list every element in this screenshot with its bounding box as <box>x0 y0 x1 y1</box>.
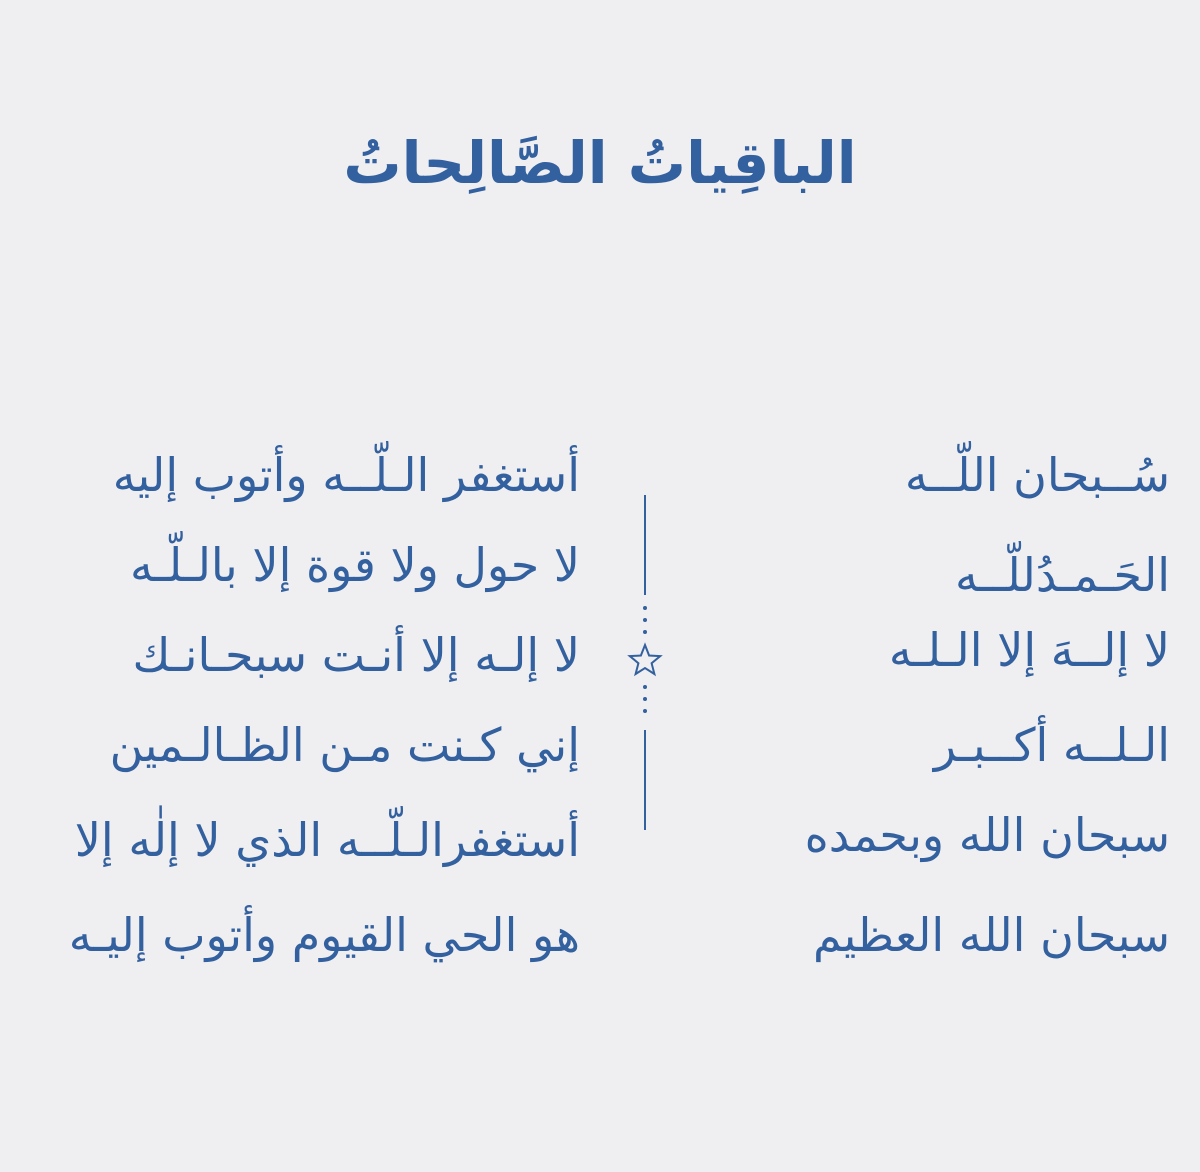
dhikr-line: لا إلــهَ إلا الـلـه <box>888 623 1170 677</box>
divider-dot <box>643 709 647 713</box>
divider-graphic <box>610 495 680 830</box>
dhikr-line: سبحان الله وبحمده <box>804 808 1170 862</box>
dhikr-line: إني كـنت مـن الظـالـمين <box>109 718 580 772</box>
column-divider <box>610 495 680 830</box>
divider-dot <box>643 618 647 622</box>
dhikr-line: الحَـمـدُللّــه <box>954 548 1170 602</box>
dhikr-line: أستغفر الـلّــه وأتوب إليه <box>112 448 580 502</box>
page-title: الباقِياتُ الصَّالِحاتُ <box>343 129 857 197</box>
star-outline-icon <box>630 645 660 674</box>
dhikr-line: سُــبحان اللّــه <box>904 448 1170 502</box>
divider-dot <box>643 685 647 689</box>
divider-dot <box>643 697 647 701</box>
divider-dot <box>643 606 647 610</box>
dhikr-line: لا حول ولا قوة إلا بالـلّـه <box>130 538 580 592</box>
dhikr-line: الـلــه أكــبـر <box>933 718 1170 772</box>
divider-dot <box>643 630 647 634</box>
dhikr-line: لا إلـه إلا أنـت سبحـانـك <box>132 628 580 682</box>
dhikr-line: سبحان الله العظيم <box>812 908 1170 962</box>
dhikr-line: أستغفرالـلّــه الذي لا إلٰه إلا <box>74 813 580 867</box>
dhikr-line: هو الحي القيوم وأتوب إليـه <box>68 908 580 962</box>
